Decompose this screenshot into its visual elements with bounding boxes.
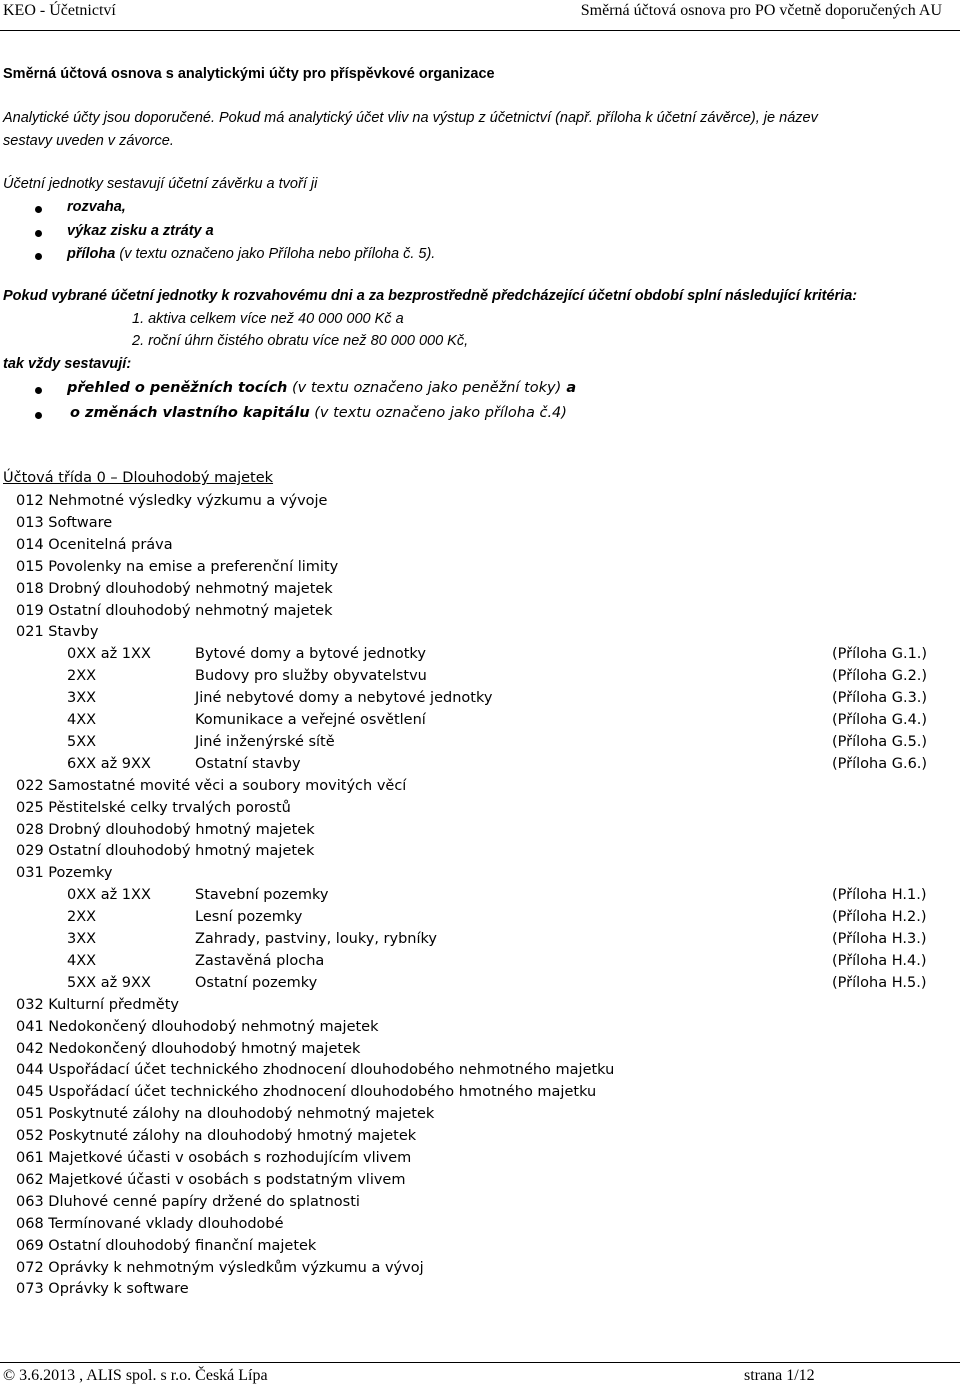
statement-item	[67, 380, 576, 396]
criterion-2: 2. roční úhrn čistého obratu více než 80 000 000 Kč,	[132, 333, 469, 349]
analytic-code: 3XX	[67, 931, 97, 947]
analytic-code: 6XX až 9XX	[67, 756, 151, 772]
analytic-name: Jiné nebytové domy a nebytové jednotky	[195, 690, 493, 706]
attachment-ref: (Příloha H.4.)	[832, 953, 927, 969]
analytic-code: 5XX až 9XX	[67, 975, 151, 991]
analytic-name: Jiné inženýrské sítě	[195, 734, 335, 750]
statement-name: rozvaha,	[67, 199, 126, 215]
analytic-name: Lesní pozemky	[195, 909, 303, 925]
document-title: Směrná účtová osnova s analytickými účty pro příspěvkové organizace	[3, 66, 495, 82]
bullet-dot	[35, 387, 42, 394]
account-row: 032 Kulturní předměty	[16, 997, 179, 1013]
note-line-1: Analytické účty jsou doporučené. Pokud má analytický účet vliv na výstup z účetnictví (např. příloha k účetní závěrce), je název	[3, 110, 818, 126]
bullet-dot	[35, 253, 42, 260]
bullet-dot	[35, 412, 42, 419]
account-row: 069 Ostatní dlouhodobý finanční majetek	[16, 1238, 317, 1254]
analytic-code: 2XX	[67, 668, 97, 684]
analytic-name: Komunikace a veřejné osvětlení	[195, 712, 426, 728]
account-row: 013 Software	[16, 515, 113, 531]
statement-name: o změnách vlastního kapitálu	[70, 405, 310, 421]
statement-name: příloha	[67, 246, 116, 262]
attachment-ref: (Příloha G.4.)	[832, 712, 928, 728]
statement-name: přehled o peněžních tocích	[67, 380, 288, 396]
analytic-code: 0XX až 1XX	[67, 887, 151, 903]
analytic-name: Ostatní stavby	[195, 756, 301, 772]
analytic-code: 5XX	[67, 734, 97, 750]
account-row: 014 Ocenitelná práva	[16, 537, 173, 553]
analytic-code: 4XX	[67, 953, 97, 969]
attachment-ref: (Příloha H.5.)	[832, 975, 927, 991]
account-row: 061 Majetkové účasti v osobách s rozhodujícím vlivem	[16, 1150, 412, 1166]
header-right: Směrná účtová osnova pro PO včetně doporučených AU	[580, 2, 942, 19]
statement-tail: a	[561, 380, 577, 396]
analytic-code: 3XX	[67, 690, 97, 706]
criteria-intro: Pokud vybrané účetní jednotky k rozvahovému dni a za bezprostředně předcházející účetní období splní následující kritéria:	[3, 288, 858, 304]
attachment-ref: (Příloha G.5.)	[832, 734, 928, 750]
statement-item	[67, 246, 435, 262]
analytic-name: Budovy pro služby obyvatelstvu	[195, 668, 427, 684]
analytic-name: Ostatní pozemky	[195, 975, 318, 991]
header-left: KEO - Účetnictví	[3, 2, 116, 19]
account-row: 019 Ostatní dlouhodobý nehmotný majetek	[16, 603, 333, 619]
account-row: 015 Povolenky na emise a preferenční limity	[16, 559, 339, 575]
account-row: 028 Drobný dlouhodobý hmotný majetek	[16, 822, 315, 838]
attachment-ref: (Příloha G.3.)	[832, 690, 928, 706]
always-label: tak vždy sestavují:	[3, 356, 132, 372]
attachment-ref: (Příloha G.1.)	[832, 646, 928, 662]
account-row: 042 Nedokončený dlouhodobý hmotný majetek	[16, 1041, 361, 1057]
analytic-name: Stavební pozemky	[195, 887, 329, 903]
analytic-name: Zastavěná plocha	[195, 953, 325, 969]
page-footer	[0, 1362, 960, 1389]
account-row: 063 Dluhové cenné papíry držené do splatnosti	[16, 1194, 360, 1210]
statement-note: (v textu označeno jako peněžní toky)	[287, 380, 562, 396]
statement-note: (v textu označeno jako příloha č.4)	[309, 405, 567, 421]
analytic-name: Bytové domy a bytové jednotky	[195, 646, 426, 662]
account-row: 018 Drobný dlouhodobý nehmotný majetek	[16, 581, 333, 597]
account-row: 021 Stavby	[16, 624, 99, 640]
analytic-code: 0XX až 1XX	[67, 646, 151, 662]
analytic-name: Zahrady, pastviny, louky, rybníky	[195, 931, 437, 947]
statement-item	[67, 223, 214, 239]
account-row: 062 Majetkové účasti v osobách s podstatným vlivem	[16, 1172, 406, 1188]
account-row: 012 Nehmotné výsledky výzkumu a vývoje	[16, 493, 328, 509]
bullet-dot	[35, 230, 42, 237]
account-row: 051 Poskytnuté zálohy na dlouhodobý nehmotný majetek	[16, 1106, 435, 1122]
account-row: 025 Pěstitelské celky trvalých porostů	[16, 800, 291, 816]
attachment-ref: (Příloha G.6.)	[832, 756, 928, 772]
account-row: 044 Uspořádací účet technického zhodnocení dlouhodobého nehmotného majetku	[16, 1062, 615, 1078]
criterion-1: 1. aktiva celkem více než 40 000 000 Kč a	[132, 311, 404, 327]
statement-note: (v textu označeno jako Příloha nebo příloha č. 5).	[115, 246, 436, 262]
units-intro: Účetní jednotky sestavují účetní závěrku a tvoří ji	[3, 176, 318, 192]
note-line-2: sestavy uveden v závorce.	[3, 133, 174, 149]
bullet-dot	[35, 206, 42, 213]
statement-name: výkaz zisku a ztráty a	[67, 223, 214, 239]
attachment-ref: (Příloha H.1.)	[832, 887, 927, 903]
attachment-ref: (Příloha H.2.)	[832, 909, 927, 925]
statement-item	[67, 199, 126, 215]
account-row: 022 Samostatné movité věci a soubory movitých věcí	[16, 778, 407, 794]
class-heading: Účtová třída 0 – Dlouhodobý majetek	[3, 470, 274, 486]
account-row: 068 Termínované vklady dlouhodobé	[16, 1216, 284, 1232]
account-row: 041 Nedokončený dlouhodobý nehmotný majetek	[16, 1019, 379, 1035]
account-row: 073 Oprávky k software	[16, 1281, 189, 1297]
analytic-code: 2XX	[67, 909, 97, 925]
account-row: 045 Uspořádací účet technického zhodnocení dlouhodobého hmotného majetku	[16, 1084, 597, 1100]
analytic-code: 4XX	[67, 712, 97, 728]
page-header	[0, 0, 960, 31]
footer-page: strana 1/12	[744, 1367, 815, 1384]
statement-item	[70, 405, 567, 421]
account-row: 029 Ostatní dlouhodobý hmotný majetek	[16, 843, 315, 859]
account-row: 031 Pozemky	[16, 865, 113, 881]
account-row: 052 Poskytnuté zálohy na dlouhodobý hmotný majetek	[16, 1128, 417, 1144]
footer-copyright: © 3.6.2013 , ALIS spol. s r.o. Česká Lípa	[3, 1367, 268, 1384]
attachment-ref: (Příloha G.2.)	[832, 668, 928, 684]
attachment-ref: (Příloha H.3.)	[832, 931, 927, 947]
account-row: 072 Oprávky k nehmotným výsledkům výzkumu a vývoj	[16, 1260, 424, 1276]
